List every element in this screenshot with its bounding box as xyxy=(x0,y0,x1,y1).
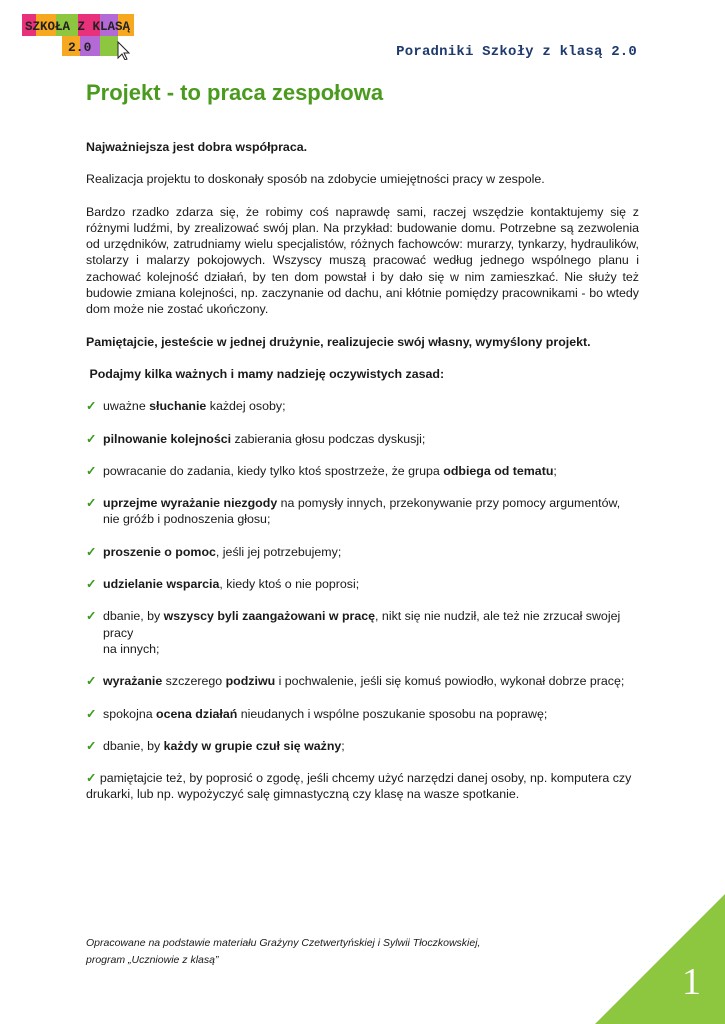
rule-give-support: ✓ udzielanie wsparcia, kiedy ktoś o nie poprosi; xyxy=(86,577,360,592)
checkmark-icon: ✓ xyxy=(86,577,97,592)
checkmark-icon: ✓ xyxy=(86,609,97,624)
series-title: Poradniki Szkoły z klasą 2.0 xyxy=(396,44,637,60)
checkmark-icon: ✓ xyxy=(86,738,97,753)
intro-paragraph-2: Bardzo rzadko zdarza się, że robimy coś naprawdę sami, raczej wszędzie kontaktujemy się z różnymi ludźmi, by zrealizować swój plan. Na przykład: budowanie domu. Potrzebne są zezwolenia od urzędników, zatrudniamy wielu specjalistów, różnych fachowców: murarzy, tynkarzy, hydraulików, stolarzy i malarzy pokojowych. Wszyscy muszą pracować według jednego wspólnego planu i zachować kolejność działań, by ten dom powstał i by dało się w nim zamieszkać. Nie służy też budowie zmiana kolejności, np. zaczynanie od dachu, ani kłótnie pomiędzy pracownikami - bo wtedy dom może nie zostać ukończony. xyxy=(86,204,639,317)
page-number: 1 xyxy=(682,961,701,1003)
rule-ask-for-help: ✓ proszenie o pomoc, jeśli jej potrzebujemy; xyxy=(86,544,342,559)
rule-evaluate-actions: ✓ spokojna ocena działań nieudanych i wspólne poszukanie sposobu na poprawę; xyxy=(86,706,548,721)
cursor-icon xyxy=(118,42,129,60)
rule-everyone-engaged: ✓ dbanie, by wszyscy byli zaangażowani w pracę, nikt się nie nudził, ale też nie zrzucał swojej pracy na innych; xyxy=(86,609,621,656)
logo-line1: SZKOŁA Z KLASĄ xyxy=(25,20,131,34)
checkmark-icon: ✓ xyxy=(86,399,97,414)
szkola-z-klasa-logo xyxy=(22,14,140,60)
page-title: Projekt - to praca zespołowa xyxy=(86,80,384,105)
rule-listening: ✓ uważne słuchanie każdej osoby; xyxy=(86,399,286,414)
rule-turn-taking: ✓ pilnowanie kolejności zabierania głosu podczas dyskusji; xyxy=(86,431,426,446)
source-footnote xyxy=(86,935,480,969)
document-body xyxy=(86,139,639,803)
checkmark-icon: ✓ xyxy=(86,544,97,559)
checkmark-icon: ✓ xyxy=(86,463,97,478)
rule-stay-on-topic: ✓ powracanie do zadania, kiedy tylko ktoś spostrzeże, że grupa odbiega od tematu; xyxy=(86,463,557,478)
rule-polite-disagreement: ✓ uprzejme wyrażanie niezgody na pomysły innych, przekonywanie przy pomocy argumentów, nie gróźb i podnoszenia głosu; xyxy=(86,496,621,527)
checkmark-icon: ✓ xyxy=(86,496,97,511)
checkmark-icon: ✓ xyxy=(86,674,97,689)
team-reminder: Pamiętajcie, jesteście w jednej drużynie, realizujecie swój własny, wymyślony projekt. xyxy=(86,334,591,349)
checkmark-icon: ✓ xyxy=(86,771,100,786)
intro-lead: Najważniejsza jest dobra współpraca. xyxy=(86,140,308,154)
rule-everyone-important: ✓ dbanie, by każdy w grupie czuł się ważny; xyxy=(86,738,345,753)
rule-ask-permission: ✓ pamiętajcie też, by poprosić o zgodę, jeśli chcemy użyć narzędzi danej osoby, np. komputera czy drukarki, lub np. wypożyczyć salę gimnastyczną czy klasę na wasze spotkanie. xyxy=(86,771,632,802)
rules-intro: Podajmy kilka ważnych i mamy nadzieję oczywistych zasad: xyxy=(86,366,445,381)
rule-praise: ✓ wyrażanie szczerego podziwu i pochwalenie, jeśli się komuś powiodło, wykonał dobrze pracę; xyxy=(86,674,625,689)
footnote-line-1: Opracowane na podstawie materiału Grażyny Czetwertyńskiej i Sylwii Tłoczkowskiej, xyxy=(86,937,481,949)
checkmark-icon: ✓ xyxy=(86,431,97,446)
intro-paragraph-1: Realizacja projektu to doskonały sposób na zdobycie umiejętności pracy w zespole. xyxy=(86,172,545,187)
footnote-line-2: program „Uczniowie z klasą” xyxy=(86,954,219,966)
page-corner-triangle xyxy=(595,894,725,1024)
logo-line2: 2.0 xyxy=(68,40,92,55)
checkmark-icon: ✓ xyxy=(86,706,97,721)
